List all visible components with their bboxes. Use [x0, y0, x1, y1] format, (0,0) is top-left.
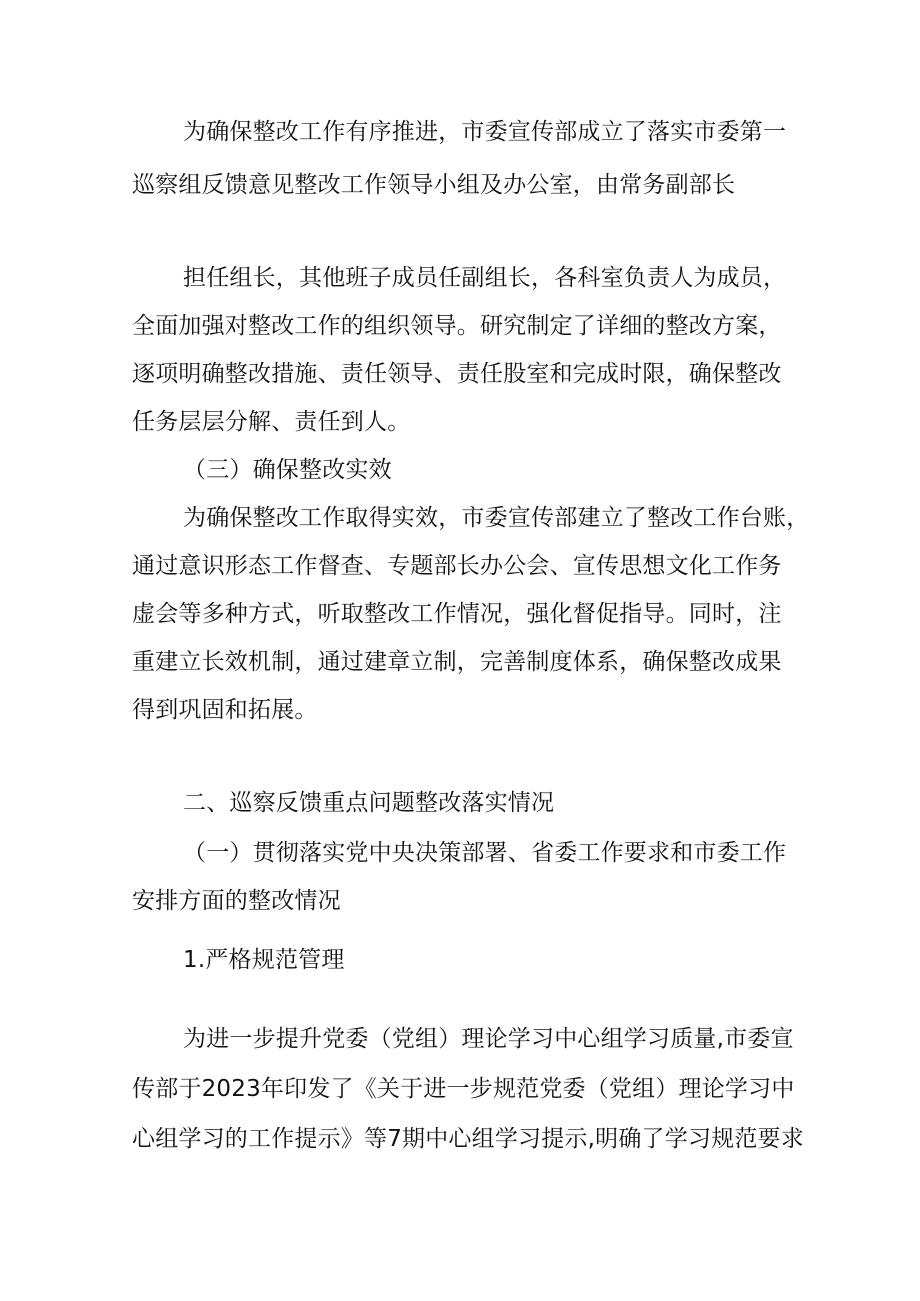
paragraph-4-line-1: 为进一步提升党委（党组）理论学习中心组学习质量,市委宣	[183, 1026, 794, 1052]
paragraph-2-line-4: 任务层层分解、责任到人。	[132, 409, 411, 435]
paragraph-3-line-3: 虚会等多种方式，听取整改工作情况，强化督促指导。同时，注	[132, 601, 782, 627]
paragraph-4-line-3: 心组学习的工作提示》等7期中心组学习提示,明确了学习规范要求	[132, 1126, 804, 1152]
paragraph-2-line-1: 担任组长，其他班子成员任副组长，各科室负责人为成员，	[183, 265, 787, 291]
paragraph-3-line-1: 为确保整改工作取得实效，市委宣传部建立了整改工作台账，	[183, 505, 810, 531]
subsection-heading-1: 1.严格规范管理	[183, 947, 345, 973]
paragraph-1-line-1: 为确保整改工作有序推进，市委宣传部成立了落实市委第一	[183, 119, 787, 145]
chapter-heading-2: 二、巡察反馈重点问题整改落实情况	[183, 790, 555, 816]
paragraph-4-line-2: 传部于2023年印发了《关于进一步规范党委（党组）理论学习中	[132, 1076, 795, 1102]
paragraph-2-line-3: 逐项明确整改措施、责任领导、责任股室和完成时限，确保整改	[132, 361, 782, 387]
paragraph-3-line-4: 重建立长效机制，通过建章立制，完善制度体系，确保整改成果	[132, 649, 782, 675]
section-heading-3: （三）确保整改实效	[183, 457, 392, 483]
section-heading-1-line-2: 安排方面的整改情况	[132, 888, 341, 914]
paragraph-3-line-2: 通过意识形态工作督查、专题部长办公会、宣传思想文化工作务	[132, 553, 782, 579]
paragraph-3-line-5: 得到巩固和拓展。	[132, 697, 318, 723]
section-heading-1-line-1: （一）贯彻落实党中央决策部署、省委工作要求和市委工作	[183, 840, 787, 866]
paragraph-2-line-2: 全面加强对整改工作的组织领导。研究制定了详细的整改方案，	[132, 313, 782, 339]
paragraph-1-line-2: 巡察组反馈意见整改工作领导小组及办公室，由常务副部长	[132, 172, 736, 198]
